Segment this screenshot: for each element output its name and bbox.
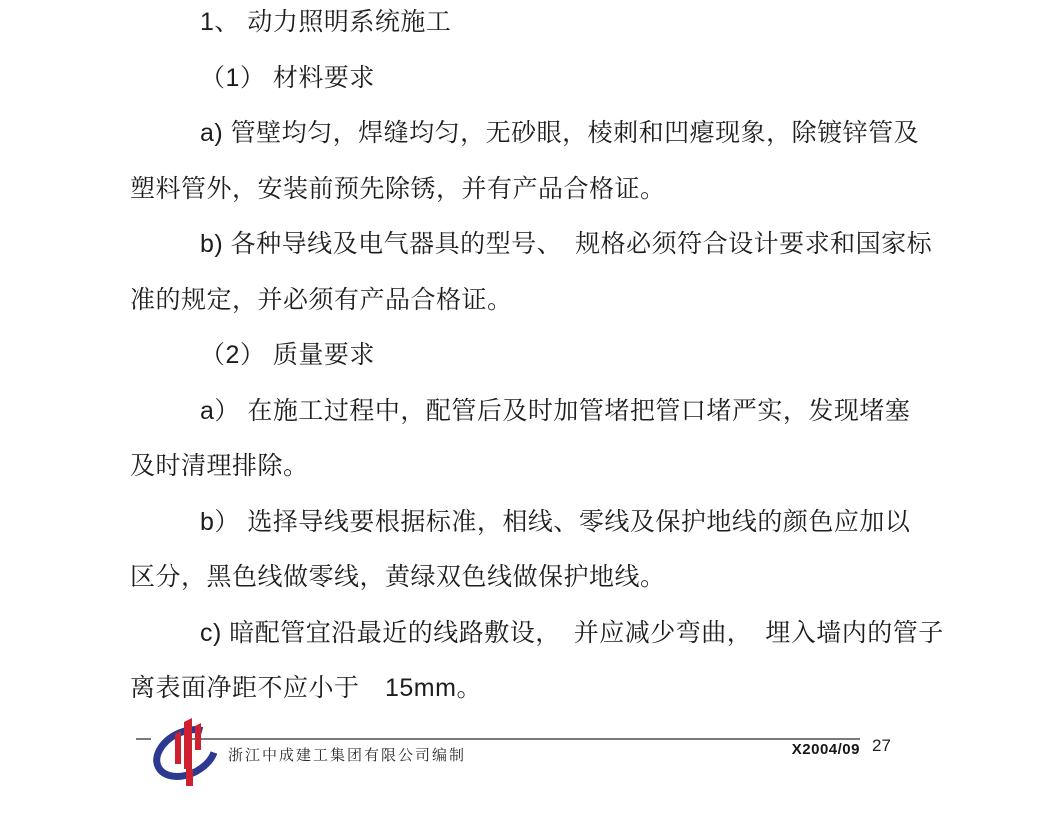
- paragraph-line: c) 暗配管宜沿最近的线路敷设， 并应减少弯曲， 埋入墙内的管子: [200, 618, 944, 647]
- paragraph-line: a) 管壁均匀，焊缝均匀，无砂眼，棱刺和凹瘪现象，除镀锌管及: [200, 119, 920, 147]
- subsection-heading-quality: （2） 质量要求: [200, 341, 375, 369]
- footer-company-name: 浙江中成建工集团有限公司编制: [228, 747, 467, 764]
- paragraph-line: 离表面净距不应小于 15mm。: [130, 674, 482, 702]
- company-logo: [148, 712, 226, 790]
- footer-rule: [189, 738, 860, 740]
- section-heading: 1、 动力照明系统施工: [200, 8, 452, 36]
- paragraph-line: a） 在施工过程中，配管后及时加管堵把管口堵严实，发现堵塞: [200, 396, 911, 425]
- paragraph-line: 准的规定，并必须有产品合格证。: [130, 285, 513, 314]
- paragraph-line: b) 各种导线及电气器具的型号、 规格必须符合设计要求和国家标: [200, 230, 933, 258]
- paragraph-line: b） 选择导线要根据标准，相线、零线及保护地线的颜色应加以: [200, 507, 911, 536]
- document-body: [130, 0, 1010, 717]
- paragraph-line: 及时清理排除。: [130, 452, 309, 480]
- paragraph-line: 区分，黑色线做零线，黄绿双色线做保护地线。: [130, 563, 666, 591]
- paragraph-line: 塑料管外，安装前预先除锈，并有产品合格证。: [130, 174, 666, 203]
- footer-doc-code: X2004/09: [791, 741, 860, 758]
- page-number: 27: [872, 736, 891, 755]
- subsection-heading-material: （1） 材料要求: [200, 63, 375, 92]
